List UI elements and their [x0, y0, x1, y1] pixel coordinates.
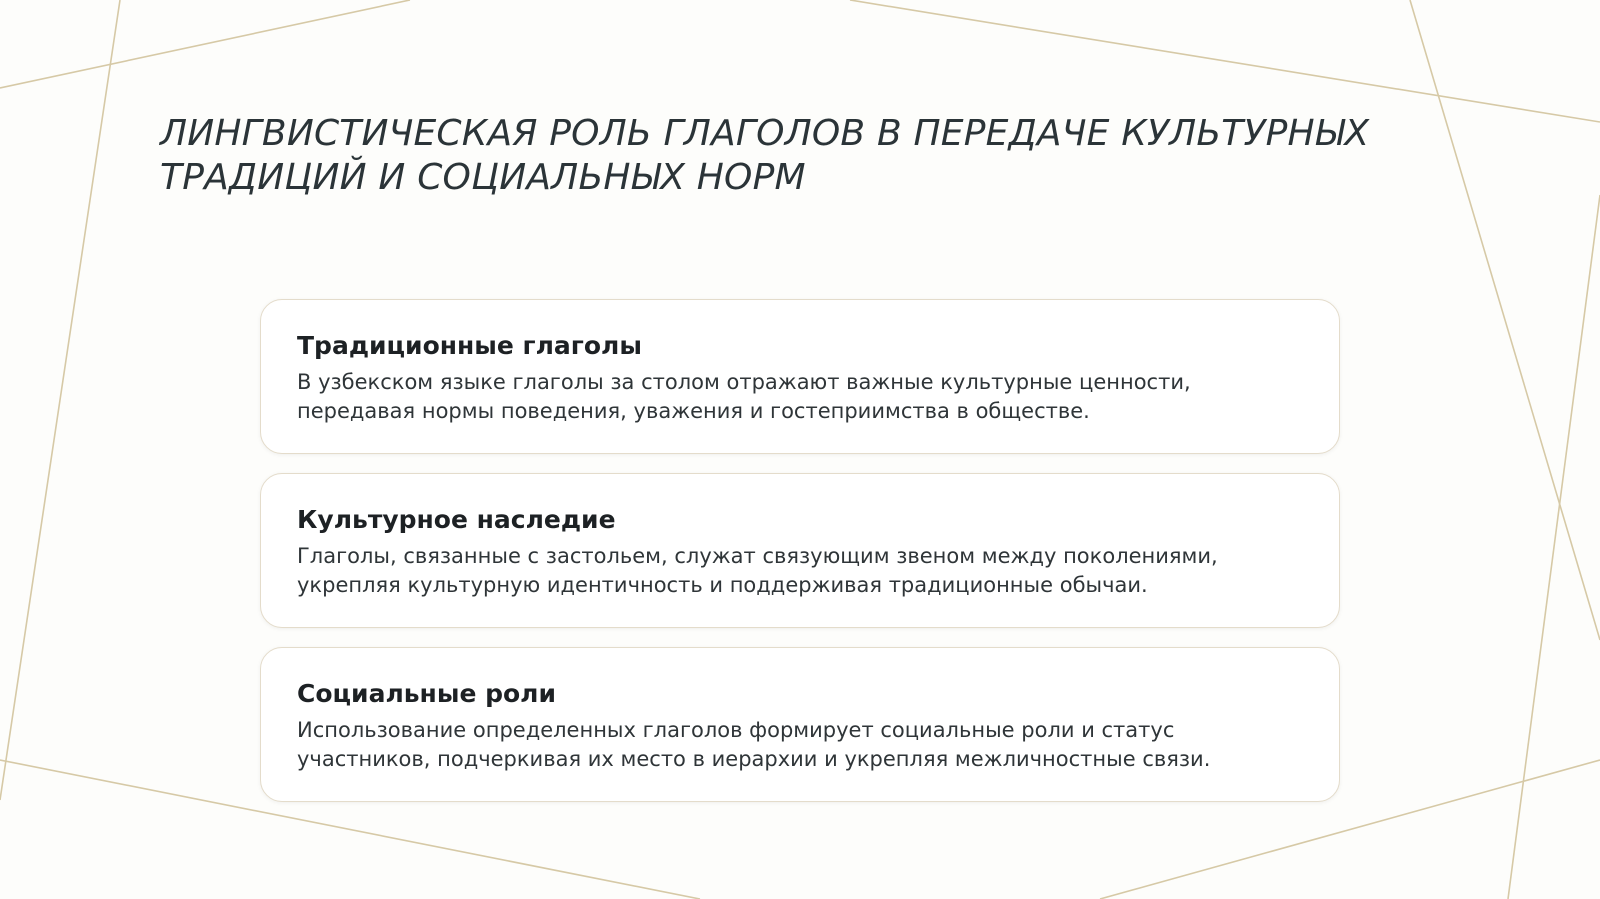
- decor-line: [1508, 195, 1600, 899]
- card-cultural-heritage: [260, 473, 1340, 628]
- card-description-line: участников, подчеркивая их место в иерархии и укрепляя межличностные связи.: [297, 747, 1211, 771]
- decor-line: [850, 0, 1600, 122]
- card-list: [260, 299, 1340, 821]
- decor-line: [0, 0, 410, 88]
- page-title-line-2: ТРАДИЦИЙ И СОЦИАЛЬНЫХ НОРМ: [160, 157, 806, 198]
- page-title-line-1: ЛИНГВИСТИЧЕСКАЯ РОЛЬ ГЛАГОЛОВ В ПЕРЕДАЧЕ КУЛЬТУРНЫХ: [160, 113, 1370, 154]
- card-description-line: передавая нормы поведения, уважения и гостеприимства в обществе.: [297, 399, 1090, 423]
- card-description-line: Использование определенных глаголов формирует социальные роли и статус: [297, 718, 1175, 742]
- card-heading: Традиционные глаголы: [297, 331, 642, 360]
- card-heading: Культурное наследие: [297, 505, 616, 534]
- card-description: [297, 542, 1305, 600]
- card-description-line: В узбекском языке глаголы за столом отражают важные культурные ценности,: [297, 370, 1191, 394]
- card-description: [297, 716, 1305, 774]
- card-description-line: укрепляя культурную идентичность и поддерживая традиционные обычаи.: [297, 573, 1148, 597]
- card-traditional-verbs: [260, 299, 1340, 454]
- card-social-roles: [260, 647, 1340, 802]
- decor-line: [1410, 0, 1600, 640]
- decor-line: [0, 0, 120, 800]
- card-description-line: Глаголы, связанные с застольем, служат связующим звеном между поколениями,: [297, 544, 1218, 568]
- card-heading: Социальные роли: [297, 679, 556, 708]
- card-description: [297, 368, 1305, 426]
- page-title: [160, 112, 1410, 200]
